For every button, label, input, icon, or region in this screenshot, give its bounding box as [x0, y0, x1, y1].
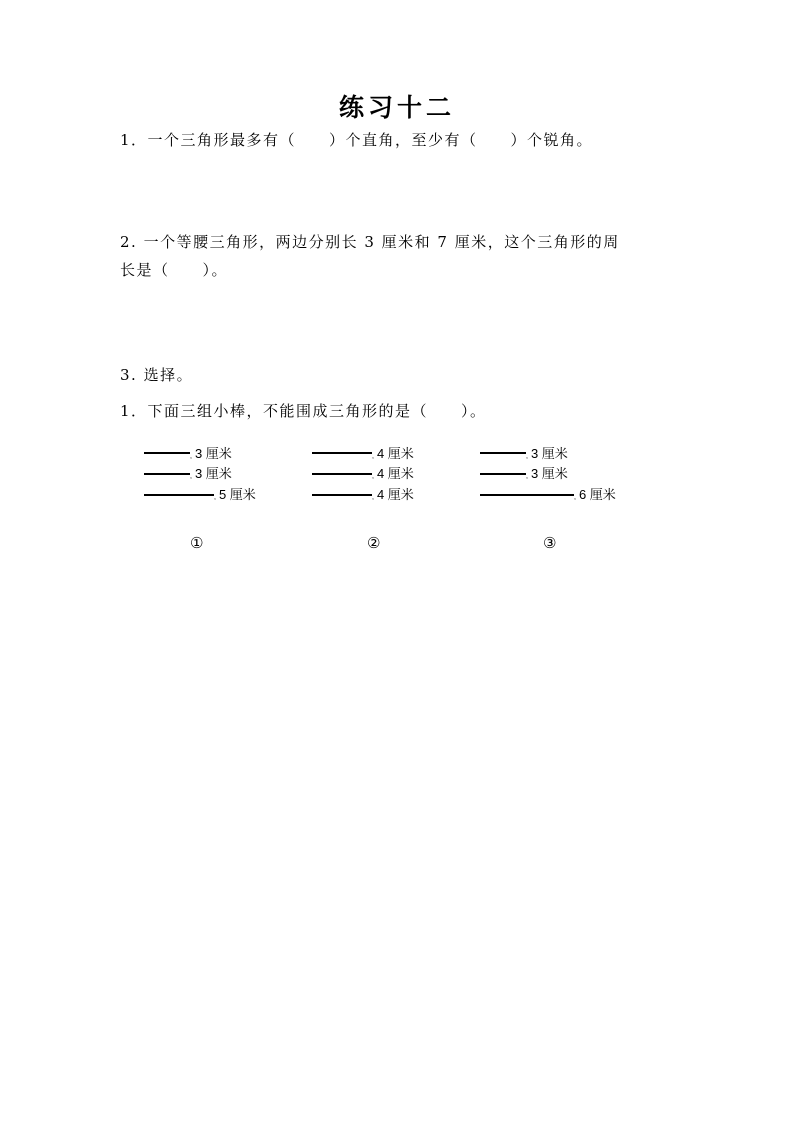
stick: [312, 494, 372, 496]
stick: [312, 452, 372, 454]
group-marker-1: ①: [190, 534, 204, 552]
stick: [144, 473, 190, 475]
group-marker-2: ②: [367, 534, 381, 552]
stick-length-label: , 4 厘米: [372, 466, 414, 481]
stick: [480, 494, 574, 496]
question-3: 3. 选择。: [120, 366, 194, 384]
stick: [144, 452, 190, 454]
question-2-line-1: 2. 一个等腰三角形，两边分别长 3 厘米和 7 厘米，这个三角形的周: [120, 233, 620, 251]
stick-length-label: , 4 厘米: [372, 446, 414, 461]
stick-length-label: , 3 厘米: [526, 446, 568, 461]
page-title: 练习十二: [338, 93, 455, 122]
question-2-line-2: 长是（ ）。: [120, 261, 229, 279]
stick: [144, 494, 214, 496]
stick-length-label: , 3 厘米: [526, 466, 568, 481]
stick-length-label: , 5 厘米: [214, 487, 256, 502]
question-3-sub-1: 1．下面三组小棒，不能围成三角形的是（ ）。: [120, 402, 487, 420]
stick: [480, 452, 526, 454]
stick-length-label: , 3 厘米: [190, 466, 232, 481]
stick-length-label: , 4 厘米: [372, 487, 414, 502]
stick-length-label: , 6 厘米: [574, 487, 616, 502]
stick: [312, 473, 372, 475]
group-marker-3: ③: [543, 534, 557, 552]
stick-length-label: , 3 厘米: [190, 446, 232, 461]
question-1: 1．一个三角形最多有（ ）个直角，至少有（ ）个锐角。: [120, 131, 594, 149]
stick: [480, 473, 526, 475]
